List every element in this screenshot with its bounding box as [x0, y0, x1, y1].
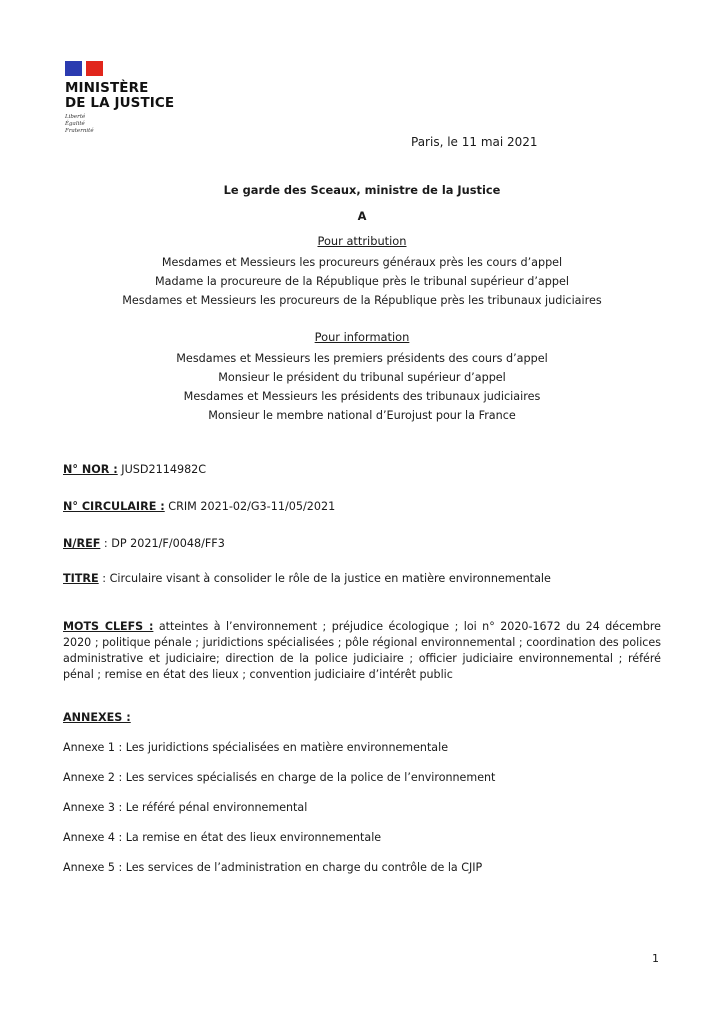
- attribution-recipient: Madame la procureure de la République près le tribunal supérieur d’appel: [155, 275, 569, 288]
- motto-liberte: Liberté: [65, 114, 86, 120]
- ministry-logo: [65, 61, 174, 135]
- ministry-name-line1: MINISTÈRE: [65, 80, 149, 96]
- page-number: 1: [652, 952, 659, 965]
- circulaire-value: CRIM 2021-02/G3-11/05/2021: [164, 500, 336, 513]
- nor-label: N° NOR :: [63, 463, 118, 476]
- motto-fraternite: Fraternité: [65, 128, 94, 134]
- annexes-heading: [63, 711, 131, 724]
- ref-value: : DP 2021/F/0048/FF3: [100, 537, 225, 550]
- information-heading: Pour information: [314, 330, 410, 344]
- attribution-heading: Pour attribution: [317, 234, 407, 248]
- attribution-recipient: Mesdames et Messieurs les procureurs généraux près les cours d’appel: [161, 256, 563, 269]
- information-recipient: Mesdames et Messieurs les présidents des tribunaux judiciaires: [183, 390, 541, 403]
- annexes-label: ANNEXES :: [63, 711, 131, 724]
- ref-field: [63, 537, 225, 550]
- information-recipient: Monsieur le membre national d’Eurojust pour la France: [208, 409, 516, 422]
- ministry-name: [65, 81, 174, 111]
- document-date: Paris, le 11 mai 2021: [411, 135, 538, 149]
- ref-label: N/REF: [63, 537, 101, 550]
- circulaire-field: [63, 500, 335, 513]
- french-flag-icon: [65, 61, 103, 76]
- annex-item: Annexe 1 : Les juridictions spécialisées en matière environnementale: [63, 741, 449, 754]
- keywords-field: [63, 619, 661, 683]
- annex-item: Annexe 3 : Le référé pénal environnemental: [63, 801, 308, 814]
- annex-item: Annexe 4 : La remise en état des lieux environnementale: [63, 831, 382, 844]
- recipient-intro: A: [357, 209, 367, 223]
- circulaire-label: N° CIRCULAIRE :: [63, 500, 165, 513]
- sender: Le garde des Sceaux, ministre de la Justice: [223, 183, 501, 197]
- annex-item: Annexe 2 : Les services spécialisés en charge de la police de l’environnement: [63, 771, 496, 784]
- titre-field: [63, 572, 551, 585]
- annex-item: Annexe 5 : Les services de l’administration en charge du contrôle de la CJIP: [63, 861, 483, 874]
- nor-field: [63, 463, 206, 476]
- information-recipient: Monsieur le président du tribunal supérieur d’appel: [218, 371, 506, 384]
- titre-value: : Circulaire visant à consolider le rôle de la justice en matière environnementale: [98, 572, 551, 585]
- nor-value: JUSD2114982C: [117, 463, 207, 476]
- attribution-recipient: Mesdames et Messieurs les procureurs de la République près les tribunaux judiciaires: [122, 294, 602, 307]
- titre-label: TITRE: [63, 572, 99, 585]
- information-recipient: Mesdames et Messieurs les premiers présidents des cours d’appel: [176, 352, 548, 365]
- motto-egalite: Égalité: [65, 121, 85, 127]
- keywords-value: atteintes à l’environnement ; préjudice écologique ; loi n° 2020-1672 du 24 décembre 2020 ; politique pénale ; juridictions spécialisées ; pôle régional environnemental ; coordination des polices administrative et judiciaire; direction de la police judiciaire ; officier judiciaire environnemental ; référé pénal ; remise en état des lieux ; convention judiciaire d’intérêt public: [63, 620, 662, 681]
- keywords-label: MOTS CLEFS :: [63, 620, 154, 633]
- ministry-name-line2: DE LA JUSTICE: [65, 95, 175, 111]
- republic-motto: [65, 114, 174, 135]
